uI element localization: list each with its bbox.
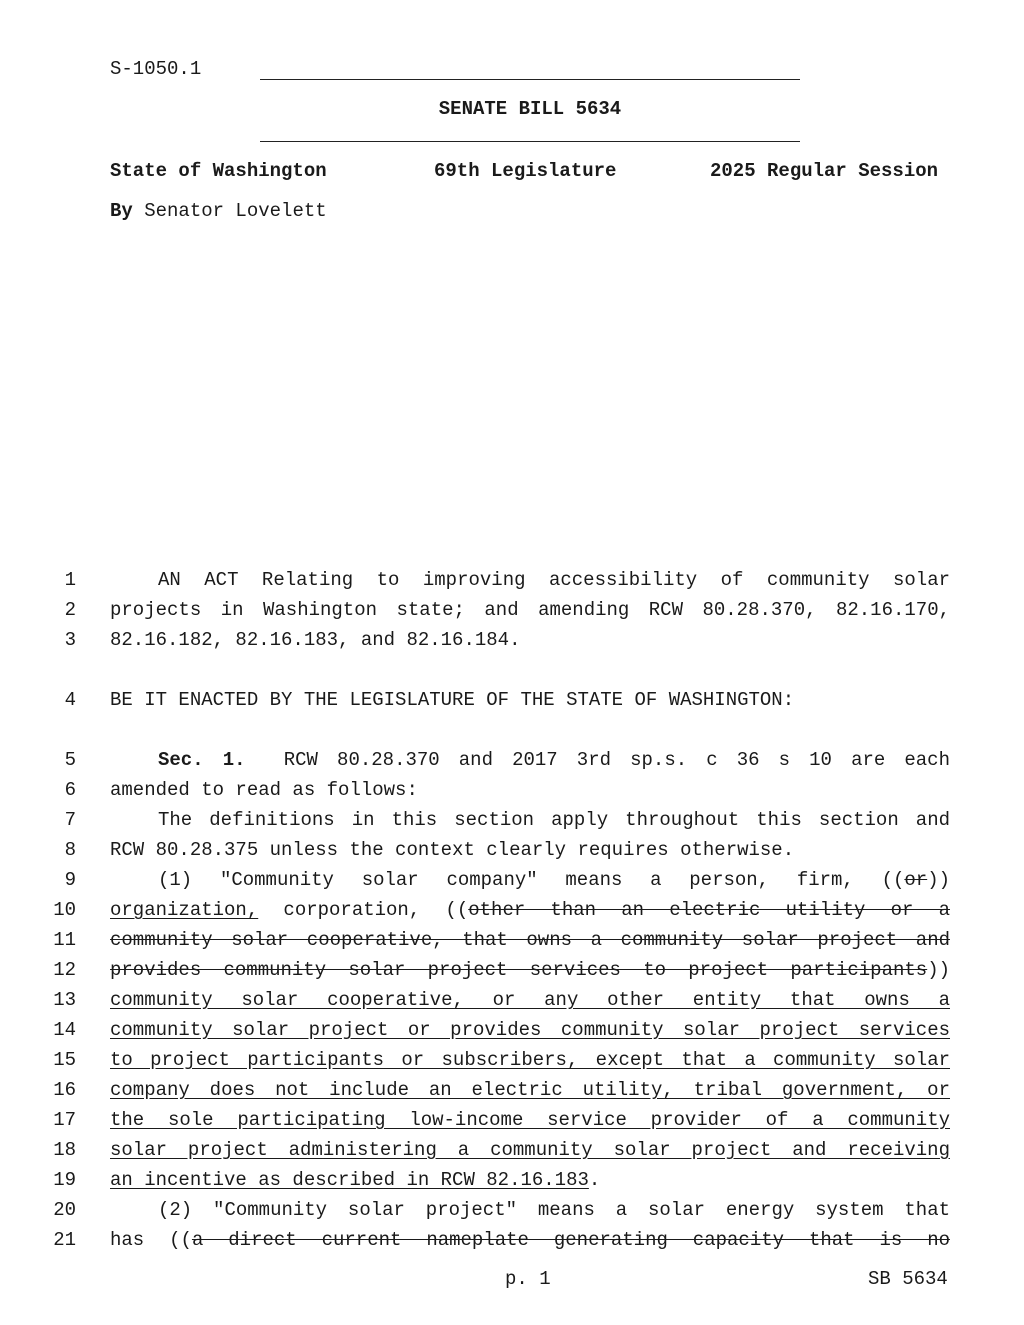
line-number: 17 <box>53 1109 76 1131</box>
state-label: State of Washington <box>110 160 327 182</box>
line-number: 10 <box>53 899 76 921</box>
bill-text-line <box>110 1139 950 1161</box>
text-run: corporation, (( <box>258 899 469 921</box>
text-run: )) <box>927 869 950 891</box>
deleted-text: community solar cooperative, that owns a community solar project and <box>110 929 950 951</box>
line-number: 3 <box>64 629 76 651</box>
text-run: has (( <box>110 1229 192 1251</box>
bill-text-line <box>110 1229 950 1251</box>
text-run: . <box>588 1169 601 1191</box>
sponsor-name: Senator Lovelett <box>144 200 327 222</box>
text-run: RCW 80.28.370 and 2017 3rd sp.s. c 36 s 10 are each <box>245 749 950 771</box>
line-number: 1 <box>64 569 76 591</box>
inserted-text: company does not include an electric utility, tribal government, or <box>110 1079 950 1101</box>
section-heading: Sec. 1. <box>158 749 246 771</box>
inserted-text: organization, <box>110 899 259 921</box>
line-number: 6 <box>64 779 76 801</box>
line-number: 19 <box>53 1169 76 1191</box>
text-run: 82.16.182, 82.16.183, and 82.16.184. <box>110 629 521 651</box>
line-number: 8 <box>64 839 76 861</box>
bottom-rule <box>260 141 800 142</box>
inserted-text: an incentive as described in RCW 82.16.183 <box>110 1169 589 1191</box>
line-number: 12 <box>53 959 76 981</box>
bill-text-line <box>110 1109 950 1131</box>
bill-text-line <box>110 899 950 921</box>
bill-text-line <box>110 959 950 981</box>
line-number: 5 <box>64 749 76 771</box>
bill-text-line <box>110 1019 950 1041</box>
bill-text-line <box>110 869 950 891</box>
deleted-text: provides community solar project services to project participants <box>110 959 928 981</box>
text-run: The definitions in this section apply throughout this section and <box>158 809 950 831</box>
bill-text-line <box>110 1169 950 1191</box>
text-run: amended to read as follows: <box>110 779 418 801</box>
sponsor-prefix: By <box>110 200 133 222</box>
bill-text-line <box>110 1079 950 1101</box>
text-run: (1) "Community solar company" means a person, firm, (( <box>158 869 905 891</box>
bill-code: S-1050.1 <box>110 58 202 80</box>
inserted-text: community solar cooperative, or any other entity that owns a <box>110 989 950 1011</box>
line-number: 21 <box>53 1229 76 1251</box>
text-run: projects in Washington state; and amending RCW 80.28.370, 82.16.170, <box>110 599 950 621</box>
text-run: BE IT ENACTED BY THE LEGISLATURE OF THE STATE OF WASHINGTON: <box>110 689 795 711</box>
bill-text-line <box>110 749 950 771</box>
bill-text-line <box>110 929 950 951</box>
line-number: 2 <box>64 599 76 621</box>
line-number: 4 <box>64 689 76 711</box>
legislature-label: 69th Legislature <box>434 160 617 182</box>
line-number: 18 <box>53 1139 76 1161</box>
top-rule <box>260 79 800 80</box>
text-run: AN ACT Relating to improving accessibility of community solar <box>158 569 950 591</box>
line-number: 13 <box>53 989 76 1011</box>
text-run: (2) "Community solar project" means a solar energy system that <box>158 1199 950 1221</box>
bill-title: SENATE BILL 5634 <box>438 98 622 120</box>
bill-text-line <box>110 569 950 591</box>
page-number: p. 1 <box>505 1268 551 1290</box>
bill-text-line <box>110 629 950 651</box>
line-number: 15 <box>53 1049 76 1071</box>
bill-text-line <box>110 1199 950 1221</box>
deleted-text: or <box>904 869 928 891</box>
inserted-text: solar project administering a community solar project and receiving <box>110 1139 950 1161</box>
bill-text-line <box>110 599 950 621</box>
bill-text-line <box>110 839 950 861</box>
sponsor-line <box>110 200 327 222</box>
bill-text-line <box>110 1049 950 1071</box>
line-number: 11 <box>53 929 76 951</box>
text-run: )) <box>927 959 950 981</box>
inserted-text: community solar project or provides community solar project services <box>110 1019 950 1041</box>
bill-text-line <box>110 779 950 801</box>
deleted-text: a direct current nameplate generating capacity that is no <box>191 1229 950 1251</box>
line-number: 16 <box>53 1079 76 1101</box>
line-number: 14 <box>53 1019 76 1041</box>
footer-bill-id: SB 5634 <box>868 1268 948 1290</box>
inserted-text: the sole participating low-income service provider of a community <box>110 1109 950 1131</box>
text-run: RCW 80.28.375 unless the context clearly requires otherwise. <box>110 839 795 861</box>
deleted-text: other than an electric utility or a <box>468 899 950 921</box>
line-number: 7 <box>64 809 76 831</box>
session-label: 2025 Regular Session <box>710 160 939 182</box>
bill-text-line <box>110 989 950 1011</box>
inserted-text: to project participants or subscribers, except that a community solar <box>110 1049 950 1071</box>
bill-text-line <box>110 809 950 831</box>
line-number: 20 <box>53 1199 76 1221</box>
line-number: 9 <box>64 869 76 891</box>
bill-text-line <box>110 689 950 711</box>
